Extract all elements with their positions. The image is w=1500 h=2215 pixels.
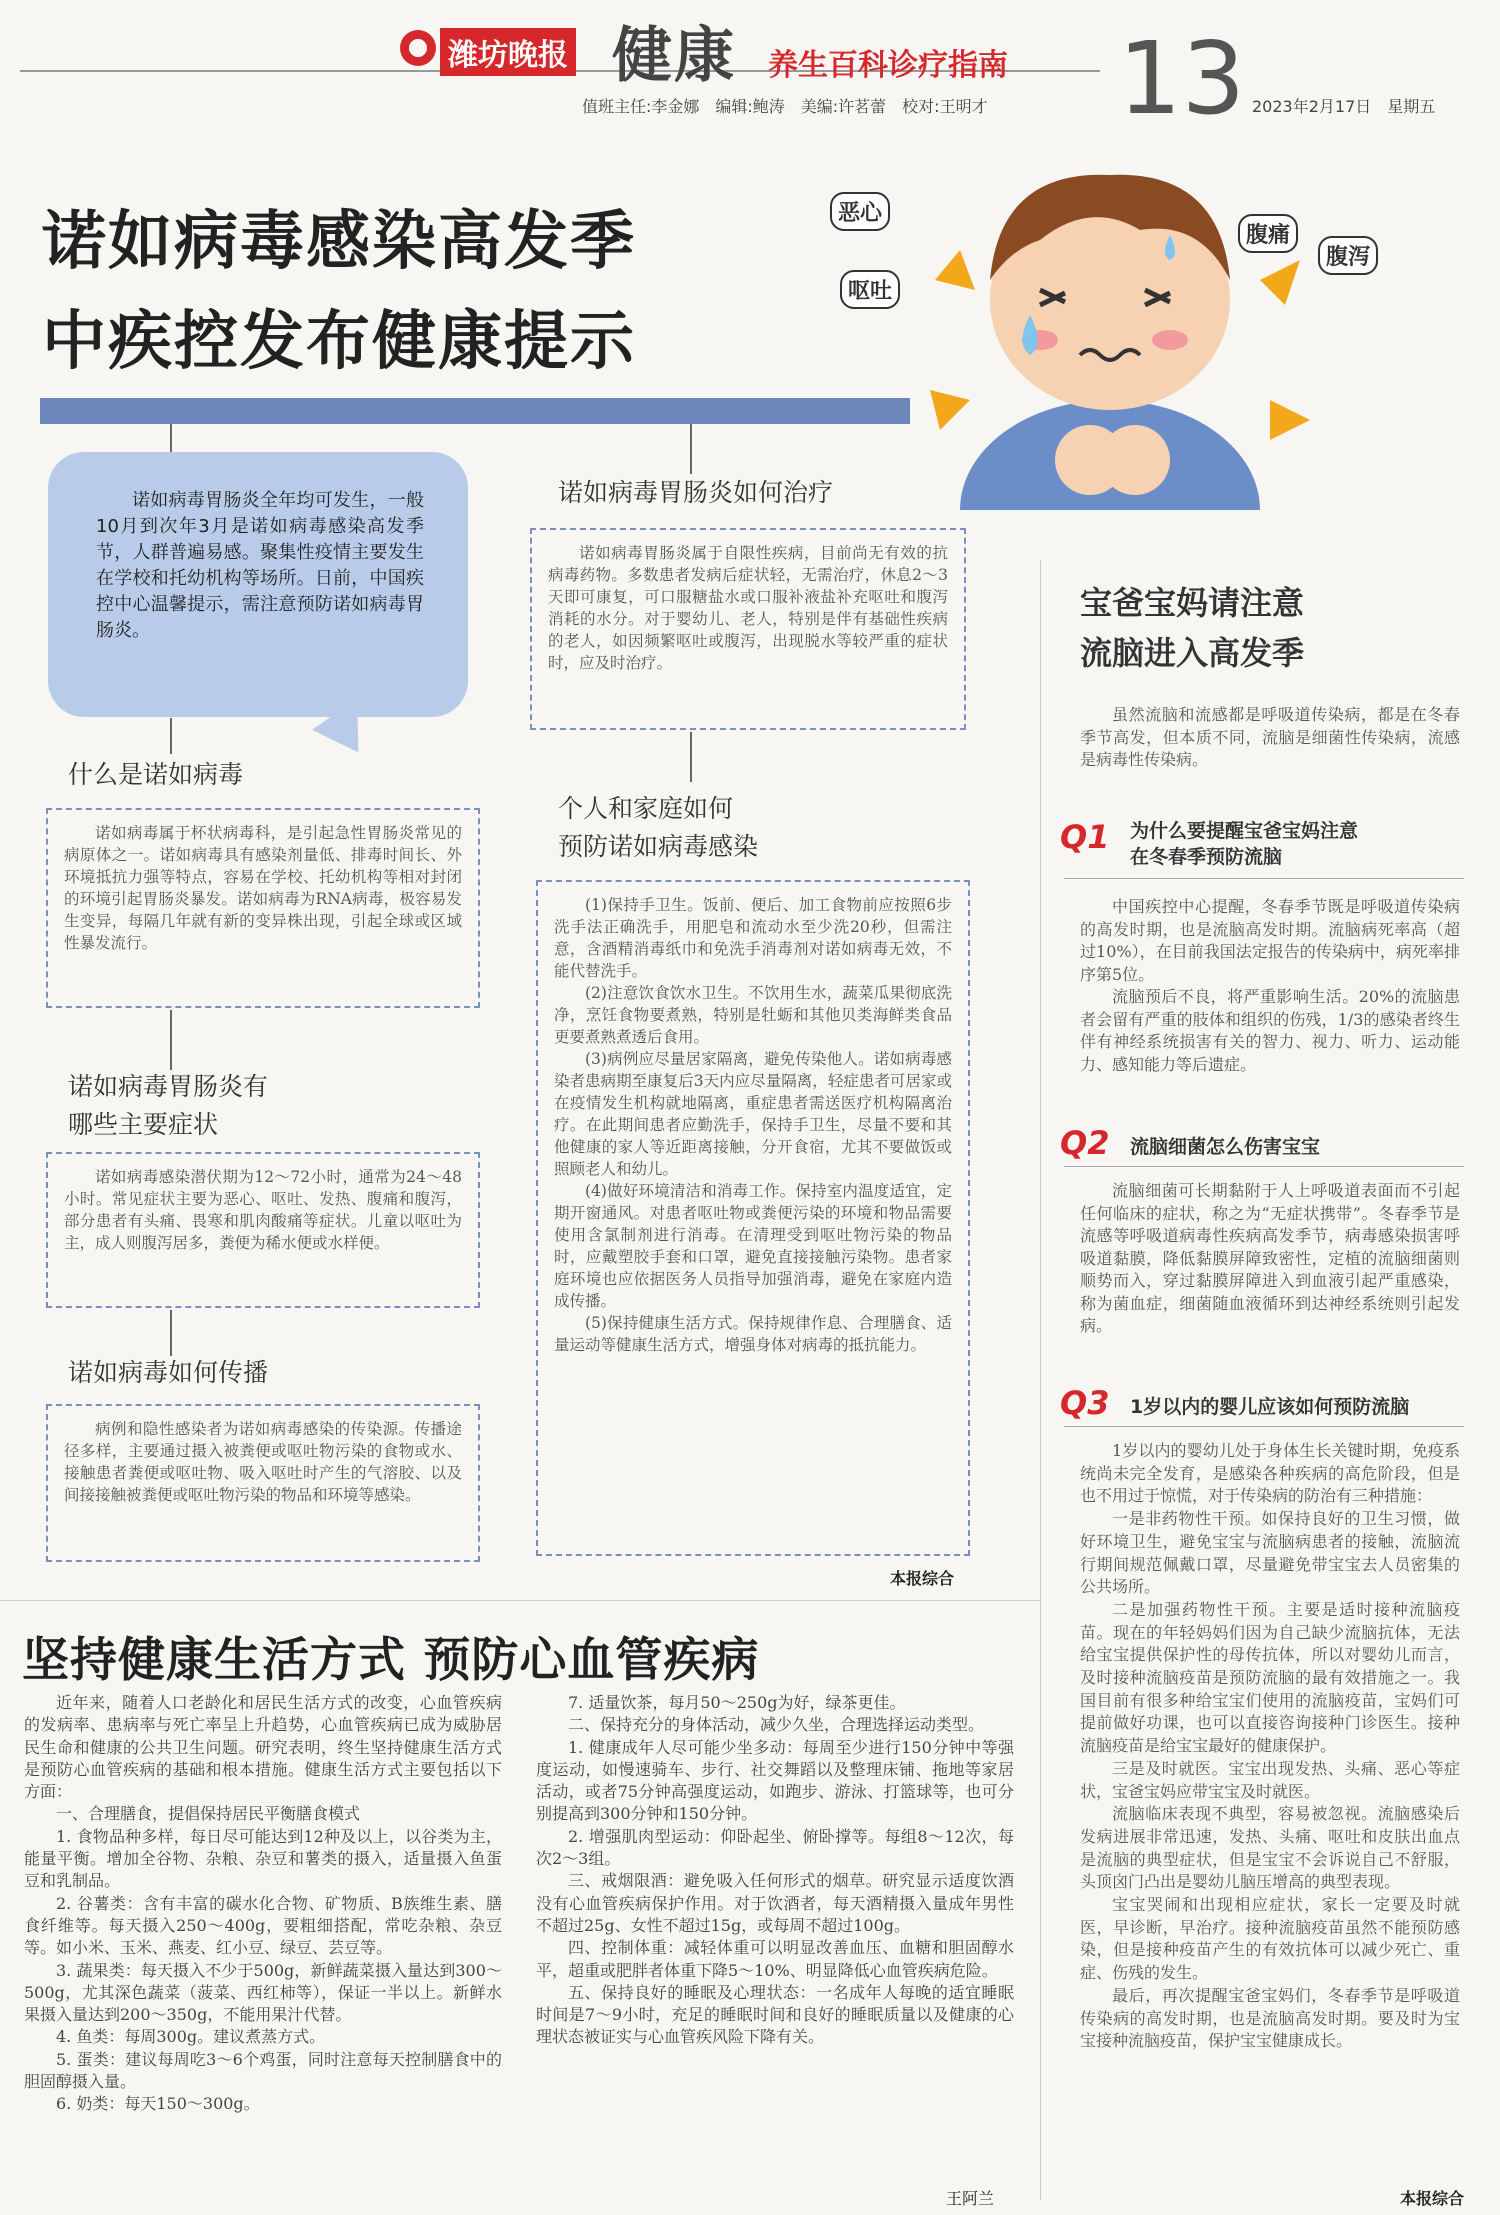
symptoms-title-1: 诺如病毒胃肠炎有: [68, 1072, 269, 1101]
prevention-title-2: 预防诺如病毒感染: [558, 832, 759, 861]
paper-logo-icon: [400, 30, 436, 66]
prevention-paragraph: (1)保持手卫生。饭前、便后、加工食物前应按照6步洗手法正确洗手，用肥皂和流动水至少洗20秒，但需注意，含酒精消毒纸巾和免洗手消毒剂对诺如病毒无效，不能代替洗手。: [554, 896, 952, 980]
q3-rule: [1064, 1426, 1464, 1427]
headline-bar: [40, 398, 910, 424]
q1-title-1: 为什么要提醒宝爸宝妈注意: [1130, 820, 1359, 842]
symptom-word-stomachache: 腹痛: [1238, 214, 1298, 253]
intro-bubble: [48, 452, 468, 717]
paper-name: 潍坊晚报: [440, 28, 576, 76]
sick-boy-illustration: [840, 140, 1400, 510]
symptom-word-vomit: 呕吐: [840, 270, 900, 309]
treatment-title: 诺如病毒胃肠炎如何治疗: [558, 478, 834, 507]
bottom-paragraph: 一、合理膳食，提倡保持居民平衡膳食模式: [56, 1804, 361, 1824]
treatment-body: 诺如病毒胃肠炎属于自限性疾病，目前尚无有效的抗病毒药物。多数患者发病后症状轻，无需治疗，休息2～3天即可康复，可口服糖盐水或口服补液盐补充呕吐和腹泻消耗的水分。对于婴幼儿、老人，特别是伴有基础性疾病的老人，如因频繁呕吐或腹泻，出现脱水等较严重的症状时，应及时治疗。: [548, 544, 948, 672]
bottom-paragraph: 1. 食物品种多样，每日尽可能达到12种及以上，以谷类为主，能量平衡。增加全谷物、杂粮、杂豆和薯类的摄入，适量摄入鱼蛋豆和乳制品。: [24, 1826, 502, 1891]
bottom-headline: 坚持健康生活方式 预防心血管疾病: [22, 1633, 760, 1688]
headline-line-2: 中疾控发布健康提示: [42, 305, 636, 379]
editor-credits: 值班主任:李金娜 编辑:鲍涛 美编:许茗蕾 校对:王明才: [582, 97, 988, 116]
q3-label: Q3: [1060, 1384, 1110, 1422]
q2-rule: [1064, 1166, 1464, 1167]
bottom-paragraph: 2. 谷薯类：含有丰富的碳水化合物、矿物质、B族维生素、膳食纤维等。每天摄入250～400g，要粗细搭配，常吃杂粮、杂豆等。如小米、玉米、燕麦、红小豆、绿豆、芸豆等。: [24, 1893, 502, 1958]
q3-body: [1080, 1440, 1460, 2053]
right-title-2: 流脑进入高发季: [1080, 634, 1305, 672]
prevention-title-1: 个人和家庭如何: [558, 794, 734, 823]
bottom-paragraph: 7. 适量饮茶，每月50～250g为好，绿茶更佳。: [568, 1693, 906, 1712]
connector-line: [170, 718, 172, 754]
connector-line: [170, 1010, 172, 1070]
spread-title: 诺如病毒如何传播: [68, 1358, 269, 1387]
prevention-paragraph: (2)注意饮食饮水卫生。不饮用生水，蔬菜瓜果彻底洗净，烹饪食物要煮熟，特别是牡蛎和其他贝类海鲜类食品更要煮熟煮透后食用。: [554, 984, 952, 1046]
q3-paragraph: 一是非药物性干预。如保持良好的卫生习惯，做好环境卫生，避免宝宝与流脑病患者的接触，流脑流行期间规范佩戴口罩，尽量避免带宝宝去人员密集的公共场所。: [1080, 1509, 1460, 1597]
right-intro-text: 虽然流脑和流感都是呼吸道传染病，都是在冬春季节高发，但本质不同，流脑是细菌性传染病，流感是病毒性传染病。: [1080, 705, 1460, 769]
connector-line: [170, 424, 172, 454]
right-article-source: 本报综合: [1400, 2189, 1465, 2208]
right-intro: [1080, 704, 1460, 772]
q3-paragraph: 三是及时就医。宝宝出现发热、头痛、恶心等症状，宝爸宝妈应带宝宝及时就医。: [1080, 1758, 1460, 1801]
treatment-box: [530, 528, 966, 730]
prevention-paragraph: (3)病例应尽量居家隔离，避免传染他人。诺如病毒感染者患病期至康复后3天内应尽量隔离，轻症患者可居家或在疫情发生机构就地隔离，重症患者需送医疗机构隔离治疗。在此期间患者应勤洗手，保持手卫生，尽量不要和其他健康的家人等近距离接触，分开食宿，尤其不要做饭或照顾老人和幼儿。: [554, 1050, 952, 1178]
q3-paragraph: 宝宝哭闹和出现相应症状，家长一定要及时就医，早诊断，早治疗。接种流脑疫苗虽然不能预防感染，但是接种疫苗产生的有效抗体可以减少死亡、重症、伤残的发生。: [1080, 1895, 1460, 1983]
bottom-paragraph: 2. 增强肌肉型运动：仰卧起坐、俯卧撑等。每组8～12次，每次2～3组。: [536, 1826, 1014, 1869]
what-is-box: [46, 808, 480, 1008]
bottom-paragraph: 4. 鱼类：每周300g。建议煮蒸方式。: [56, 2027, 326, 2047]
page-number: 13: [1118, 20, 1246, 137]
q3-paragraph: 二是加强药物性干预。主要是适时接种流脑疫苗。现在的年轻妈妈们因为自己缺少流脑抗体，无法给宝宝提供保护性的母传抗体，所以对婴幼儿而言，及时接种流脑疫苗是预防流脑的最有效措施之一。我国目前有很多种给宝宝们使用的流脑疫苗，宝妈们可提前做好功课，也可以直接咨询接种门诊医生。接种流脑疫苗是给宝宝最好的健康保护。: [1080, 1599, 1460, 1756]
symptom-word-diarrhea: 腹泻: [1318, 236, 1378, 275]
q2-paragraph: 流脑细菌可长期黏附于人上呼吸道表面而不引起任何临床的症状，称之为“无症状携带”。冬春季节是流感等呼吸道病毒性疾病高发季节，病毒感染损害呼吸道黏膜，降低黏膜屏障致密性，定植的流脑细菌则顺势而入，穿过黏膜屏障进入到血液引起严重感染，称为菌血症，细菌随血液循环到达神经系统则引起发病。: [1080, 1181, 1460, 1335]
prevention-paragraph: (4)做好环境清洁和消毒工作。保持室内温度适宜，定期开窗通风。对患者呕吐物或粪便污染的环境和物品需要使用含氯制剂进行消毒。在清理受到呕吐物污染的物品时，应戴塑胶手套和口罩，避免直接接触污染物。患者家庭环境也应依据医务人员指导加强消毒，避免在家庭内造成传播。: [554, 1182, 952, 1310]
column-divider: [1040, 560, 1041, 2200]
q2-body: [1080, 1180, 1460, 1338]
bottom-paragraph: 二、保持充分的身体活动，减少久坐，合理选择运动类型。: [568, 1715, 985, 1735]
q1-title-2: 在冬春季预防流脑: [1130, 846, 1283, 868]
spread-body: 病例和隐性感染者为诺如病毒感染的传染源。传播途径多样，主要通过摄入被粪便或呕吐物污染的食物或水、接触患者粪便或呕吐物、吸入呕吐时产生的气溶胶、以及间接接触被粪便或呕吐物污染的物品和环境等感染。: [64, 1420, 462, 1504]
bottom-paragraph: 3. 蔬果类：每天摄入不少于500g，新鲜蔬菜摄入量达到300～500g，尤其深色蔬菜（菠菜、西红柿等），保证一半以上。新鲜水果摄入量达到200～350g，不能用果汁代替。: [24, 1960, 502, 2025]
main-article-source: 本报综合: [890, 1569, 955, 1588]
bottom-separator: [0, 1600, 1040, 1601]
symptoms-body: 诺如病毒感染潜伏期为12～72小时，通常为24～48小时。常见症状主要为恶心、呕吐、发热、腹痛和腹泻，部分患者有头痛、畏寒和肌肉酸痛等症状。儿童以呕吐为主，成人则腹泻居多，粪便为稀水便或水样便。: [64, 1168, 462, 1252]
right-title-1: 宝爸宝妈请注意: [1080, 584, 1305, 622]
bottom-paragraph: 四、控制体重：减轻体重可以明显改善血压、血糖和胆固醇水平，超重或肥胖者体重下降5～10%、明显降低心血管疾病危险。: [536, 1938, 1014, 1980]
spread-box: [46, 1404, 480, 1562]
what-is-title: 什么是诺如病毒: [68, 760, 244, 789]
symptom-word-nausea: 恶心: [830, 192, 890, 231]
what-is-body: 诺如病毒属于杯状病毒科，是引起急性胃肠炎常见的病原体之一。诺如病毒具有感染剂量低、排毒时间长、外环境抵抗力强等特点，容易在学校、托幼机构等相对封闭的环境引起胃肠炎暴发。诺如病毒为RNA病毒，极容易发生变异，每隔几年就有新的变异株出现，引起全球或区域性暴发流行。: [64, 824, 462, 952]
issue-date: 2023年2月17日 星期五: [1252, 97, 1436, 116]
intro-text: 诺如病毒胃肠炎全年均可发生，一般10月到次年3月是诺如病毒感染高发季节，人群普遍易感。聚集性疫情主要发生在学校和托幼机构等场所。日前，中国疾控中心温馨提示，需注意预防诺如病毒胃肠炎。: [96, 490, 424, 641]
q1-rule: [1064, 878, 1464, 879]
headline-line-1: 诺如病毒感染高发季: [42, 205, 636, 279]
bottom-paragraph: 三、戒烟限酒：避免吸入任何形式的烟草。研究显示适度饮酒没有心血管疾病保护作用。对于饮酒者，每天酒精摄入量成年男性不超过25g、女性不超过15g，或每周不超过100g。: [536, 1871, 1014, 1935]
prevention-box: [536, 880, 970, 1556]
symptoms-box: [46, 1152, 480, 1308]
bottom-paragraph: 6. 奶类：每天150～300g。: [56, 2094, 260, 2114]
subsection-title: 养生百科诊疗指南: [768, 48, 1008, 83]
bottom-paragraph: 5. 蛋类：建议每周吃3～6个鸡蛋，同时注意每天控制膳食中的胆固醇摄入量。: [24, 2049, 502, 2092]
bottom-paragraph: 五、保持良好的睡眠及心理状态：一名成年人每晚的适宜睡眠时间是7～9小时，充足的睡眠时间和良好的睡眠质量以及健康的心理状态被证实与心血管疾风险下降有关。: [536, 1982, 1014, 2047]
symptoms-title-2: 哪些主要症状: [68, 1110, 219, 1139]
q2-title: 流脑细菌怎么伤害宝宝: [1130, 1136, 1321, 1158]
bottom-col-2: [536, 1692, 1014, 2049]
connector-line: [690, 732, 692, 782]
connector-line: [170, 1310, 172, 1356]
connector-line: [690, 424, 692, 474]
section-title: 健康: [612, 21, 736, 91]
q1-paragraph: 流脑预后不良，将严重影响生活。20%的流脑患者会留有严重的肢体和组织的伤残，1/3的感染者终生伴有神经系统损害有关的智力、视力、听力、运动能力、感知能力等后遗症。: [1080, 987, 1460, 1074]
prevention-paragraph: (5)保持健康生活方式。保持规律作息、合理膳食、适量运动等健康生活方式，增强身体对病毒的抵抗能力。: [554, 1314, 952, 1354]
q1-body: [1080, 896, 1460, 1076]
q1-paragraph: 中国疾控中心提醒，冬春季节既是呼吸道传染病的高发时期，也是流脑高发时期。流脑病死率高（超过10%），在目前我国法定报告的传染病中，病死率排序第5位。: [1080, 897, 1460, 984]
bottom-author: 王阿兰: [946, 2189, 995, 2208]
q3-paragraph: 流脑临床表现不典型，容易被忽视。流脑感染后发病进展非常迅速，发热、头痛、呕吐和皮肤出血点是流脑的典型症状，但是宝宝不会诉说自己不舒服，头顶囟门凸出是婴幼儿脑压增高的典型表现。: [1080, 1804, 1460, 1892]
q2-label: Q2: [1060, 1124, 1110, 1162]
q3-paragraph: 1岁以内的婴幼儿处于身体生长关键时期，免疫系统尚未完全发育，是感染各种疾病的高危阶段，但是也不用过于惊慌，对于传染病的防治有三种措施：: [1080, 1441, 1460, 1506]
q1-label: Q1: [1060, 818, 1110, 856]
bottom-col-1: [24, 1692, 502, 2116]
q3-paragraph: 最后，再次提醒宝爸宝妈们，冬春季节是呼吸道传染病的高发时期，也是流脑高发时期。要及时为宝宝接种流脑疫苗，保护宝宝健康成长。: [1080, 1985, 1460, 2051]
bottom-paragraph: 1. 健康成年人尽可能少坐多动：每周至少进行150分钟中等强度运动，如慢速骑车、步行、社交舞蹈以及整理床铺、拖地等家居活动，或者75分钟高强度运动，如跑步、游泳、打篮球等，也可分别提高到300分钟和150分钟。: [536, 1737, 1014, 1824]
bottom-paragraph: 近年来，随着人口老龄化和居民生活方式的改变，心血管疾病的发病率、患病率与死亡率呈上升趋势，心血管疾病已成为威胁居民生命和健康的公共卫生问题。研究表明，终生坚持健康生活方式是预防心血管疾病的基础和根本措施。健康生活方式主要包括以下方面：: [24, 1693, 502, 1802]
q3-title: 1岁以内的婴儿应该如何预防流脑: [1130, 1396, 1410, 1418]
